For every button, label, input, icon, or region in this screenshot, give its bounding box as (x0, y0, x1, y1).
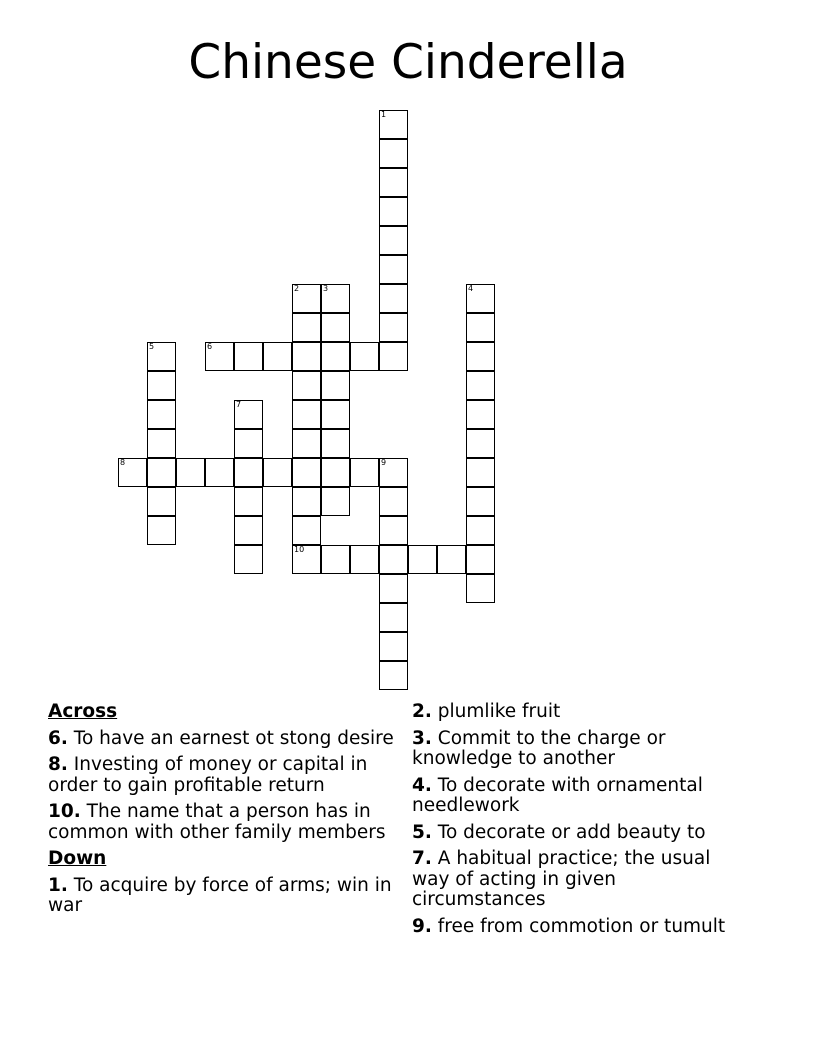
grid-cell[interactable] (408, 545, 437, 574)
clue-down-1 (48, 876, 408, 917)
grid-cell[interactable] (466, 458, 495, 487)
grid-cell[interactable] (466, 429, 495, 458)
down-heading: Down (48, 848, 107, 869)
grid-cell[interactable] (379, 168, 408, 197)
clue-number: 10. (48, 801, 81, 822)
grid-cell[interactable] (321, 458, 350, 487)
grid-cell[interactable] (234, 516, 263, 545)
grid-cell[interactable] (379, 139, 408, 168)
grid-cell[interactable] (466, 574, 495, 603)
clue-down-9 (412, 917, 752, 938)
clue-text: To decorate or add beauty to (437, 821, 706, 843)
grid-cell[interactable] (147, 371, 176, 400)
grid-cell[interactable] (466, 313, 495, 342)
grid-cell[interactable] (379, 458, 408, 487)
cell-number: 2 (294, 284, 300, 293)
grid-cell[interactable] (234, 487, 263, 516)
grid-cell[interactable] (292, 371, 321, 400)
clue-down-7 (412, 849, 752, 911)
clue-text: To decorate with ornamental needlework (412, 774, 703, 816)
clue-number: 4. (412, 774, 432, 796)
clue-number: 6. (48, 727, 68, 749)
clue-down-5 (412, 823, 752, 844)
clue-text: plumlike fruit (437, 701, 561, 722)
grid-cell[interactable] (321, 313, 350, 342)
grid-cell[interactable] (234, 342, 263, 371)
grid-cell[interactable] (466, 545, 495, 574)
grid-cell[interactable] (321, 371, 350, 400)
grid-cell[interactable] (321, 429, 350, 458)
grid-cell[interactable] (466, 487, 495, 516)
grid-cell[interactable] (292, 429, 321, 458)
grid-cell[interactable] (321, 545, 350, 574)
clues-right-column (412, 702, 752, 943)
grid-cell[interactable] (118, 458, 147, 487)
clue-text: A habitual practice; the usual way of acting in given circumstances (412, 848, 711, 910)
clue-text: Investing of money or capital in order to gain profitable return (48, 754, 368, 796)
clue-down-4 (412, 776, 752, 817)
clue-text: To acquire by force of arms; win in war (48, 874, 392, 916)
cell-number: 9 (381, 458, 387, 467)
grid-cell[interactable] (321, 342, 350, 371)
grid-cell[interactable] (350, 342, 379, 371)
grid-cell[interactable] (379, 226, 408, 255)
grid-cell[interactable] (379, 632, 408, 661)
across-heading: Across (48, 701, 118, 722)
grid-cell[interactable] (379, 487, 408, 516)
grid-cell[interactable] (234, 458, 263, 487)
grid-cell[interactable] (321, 284, 350, 313)
clue-text: The name that a person has in common with other family members (48, 801, 386, 843)
grid-cell[interactable] (437, 545, 466, 574)
clue-text: free from commotion or tumult (437, 915, 726, 937)
grid-cell[interactable] (350, 458, 379, 487)
grid-cell[interactable] (379, 197, 408, 226)
cell-number: 3 (323, 284, 329, 293)
grid-cell[interactable] (147, 429, 176, 458)
grid-cell[interactable] (147, 516, 176, 545)
grid-cell[interactable] (379, 603, 408, 632)
cell-number: 6 (207, 342, 213, 351)
grid-cell[interactable] (379, 516, 408, 545)
clue-number: 3. (412, 727, 432, 749)
clue-text: To have an earnest ot stong desire (73, 727, 394, 749)
clues-left-column (48, 702, 408, 923)
grid-cell[interactable] (234, 400, 263, 429)
puzzle-title: Chinese Cinderella (188, 35, 628, 90)
grid-cell[interactable] (292, 516, 321, 545)
grid-cell[interactable] (205, 458, 234, 487)
grid-cell[interactable] (147, 458, 176, 487)
grid-cell[interactable] (466, 342, 495, 371)
grid-cell[interactable] (147, 487, 176, 516)
grid-cell[interactable] (234, 545, 263, 574)
cell-number: 7 (236, 400, 242, 409)
cell-number: 8 (120, 458, 126, 467)
grid-cell[interactable] (466, 516, 495, 545)
clue-number: 1. (48, 874, 68, 896)
grid-cell[interactable] (379, 342, 408, 371)
grid-cell[interactable] (147, 400, 176, 429)
clue-down-3 (412, 729, 752, 770)
cell-number: 10 (294, 545, 305, 554)
grid-cell[interactable] (292, 342, 321, 371)
grid-cell[interactable] (234, 429, 263, 458)
grid-cell[interactable] (379, 545, 408, 574)
grid-cell[interactable] (205, 342, 234, 371)
clue-number: 2. (412, 701, 432, 722)
grid-cell[interactable] (292, 284, 321, 313)
grid-cell[interactable] (379, 574, 408, 603)
grid-cell[interactable] (466, 284, 495, 313)
cell-number: 5 (149, 342, 155, 351)
grid-cell[interactable] (263, 458, 292, 487)
grid-cell[interactable] (292, 487, 321, 516)
clue-number: 5. (412, 821, 432, 843)
grid-cell[interactable] (321, 400, 350, 429)
grid-cell[interactable] (292, 400, 321, 429)
clue-across-8 (48, 755, 408, 796)
grid-cell[interactable] (292, 458, 321, 487)
clue-down-2 (412, 702, 752, 723)
grid-cell[interactable] (466, 371, 495, 400)
grid-cell[interactable] (379, 661, 408, 690)
grid-cell[interactable] (176, 458, 205, 487)
grid-cell[interactable] (292, 313, 321, 342)
grid-cell[interactable] (466, 400, 495, 429)
grid-cell[interactable] (350, 545, 379, 574)
grid-cell[interactable] (379, 313, 408, 342)
grid-cell[interactable] (321, 487, 350, 516)
grid-cell[interactable] (147, 342, 176, 371)
cell-number: 4 (468, 284, 474, 293)
grid-cell[interactable] (292, 545, 321, 574)
clue-across-6 (48, 729, 408, 750)
grid-cell[interactable] (379, 284, 408, 313)
clue-number: 8. (48, 754, 68, 775)
grid-cell[interactable] (263, 342, 292, 371)
grid-cell[interactable] (379, 255, 408, 284)
grid-cell[interactable] (379, 110, 408, 139)
clue-number: 9. (412, 915, 432, 937)
clue-across-10 (48, 802, 408, 843)
clue-text: Commit to the charge or knowledge to another (412, 727, 666, 769)
cell-number: 1 (381, 110, 387, 119)
clue-number: 7. (412, 848, 432, 869)
